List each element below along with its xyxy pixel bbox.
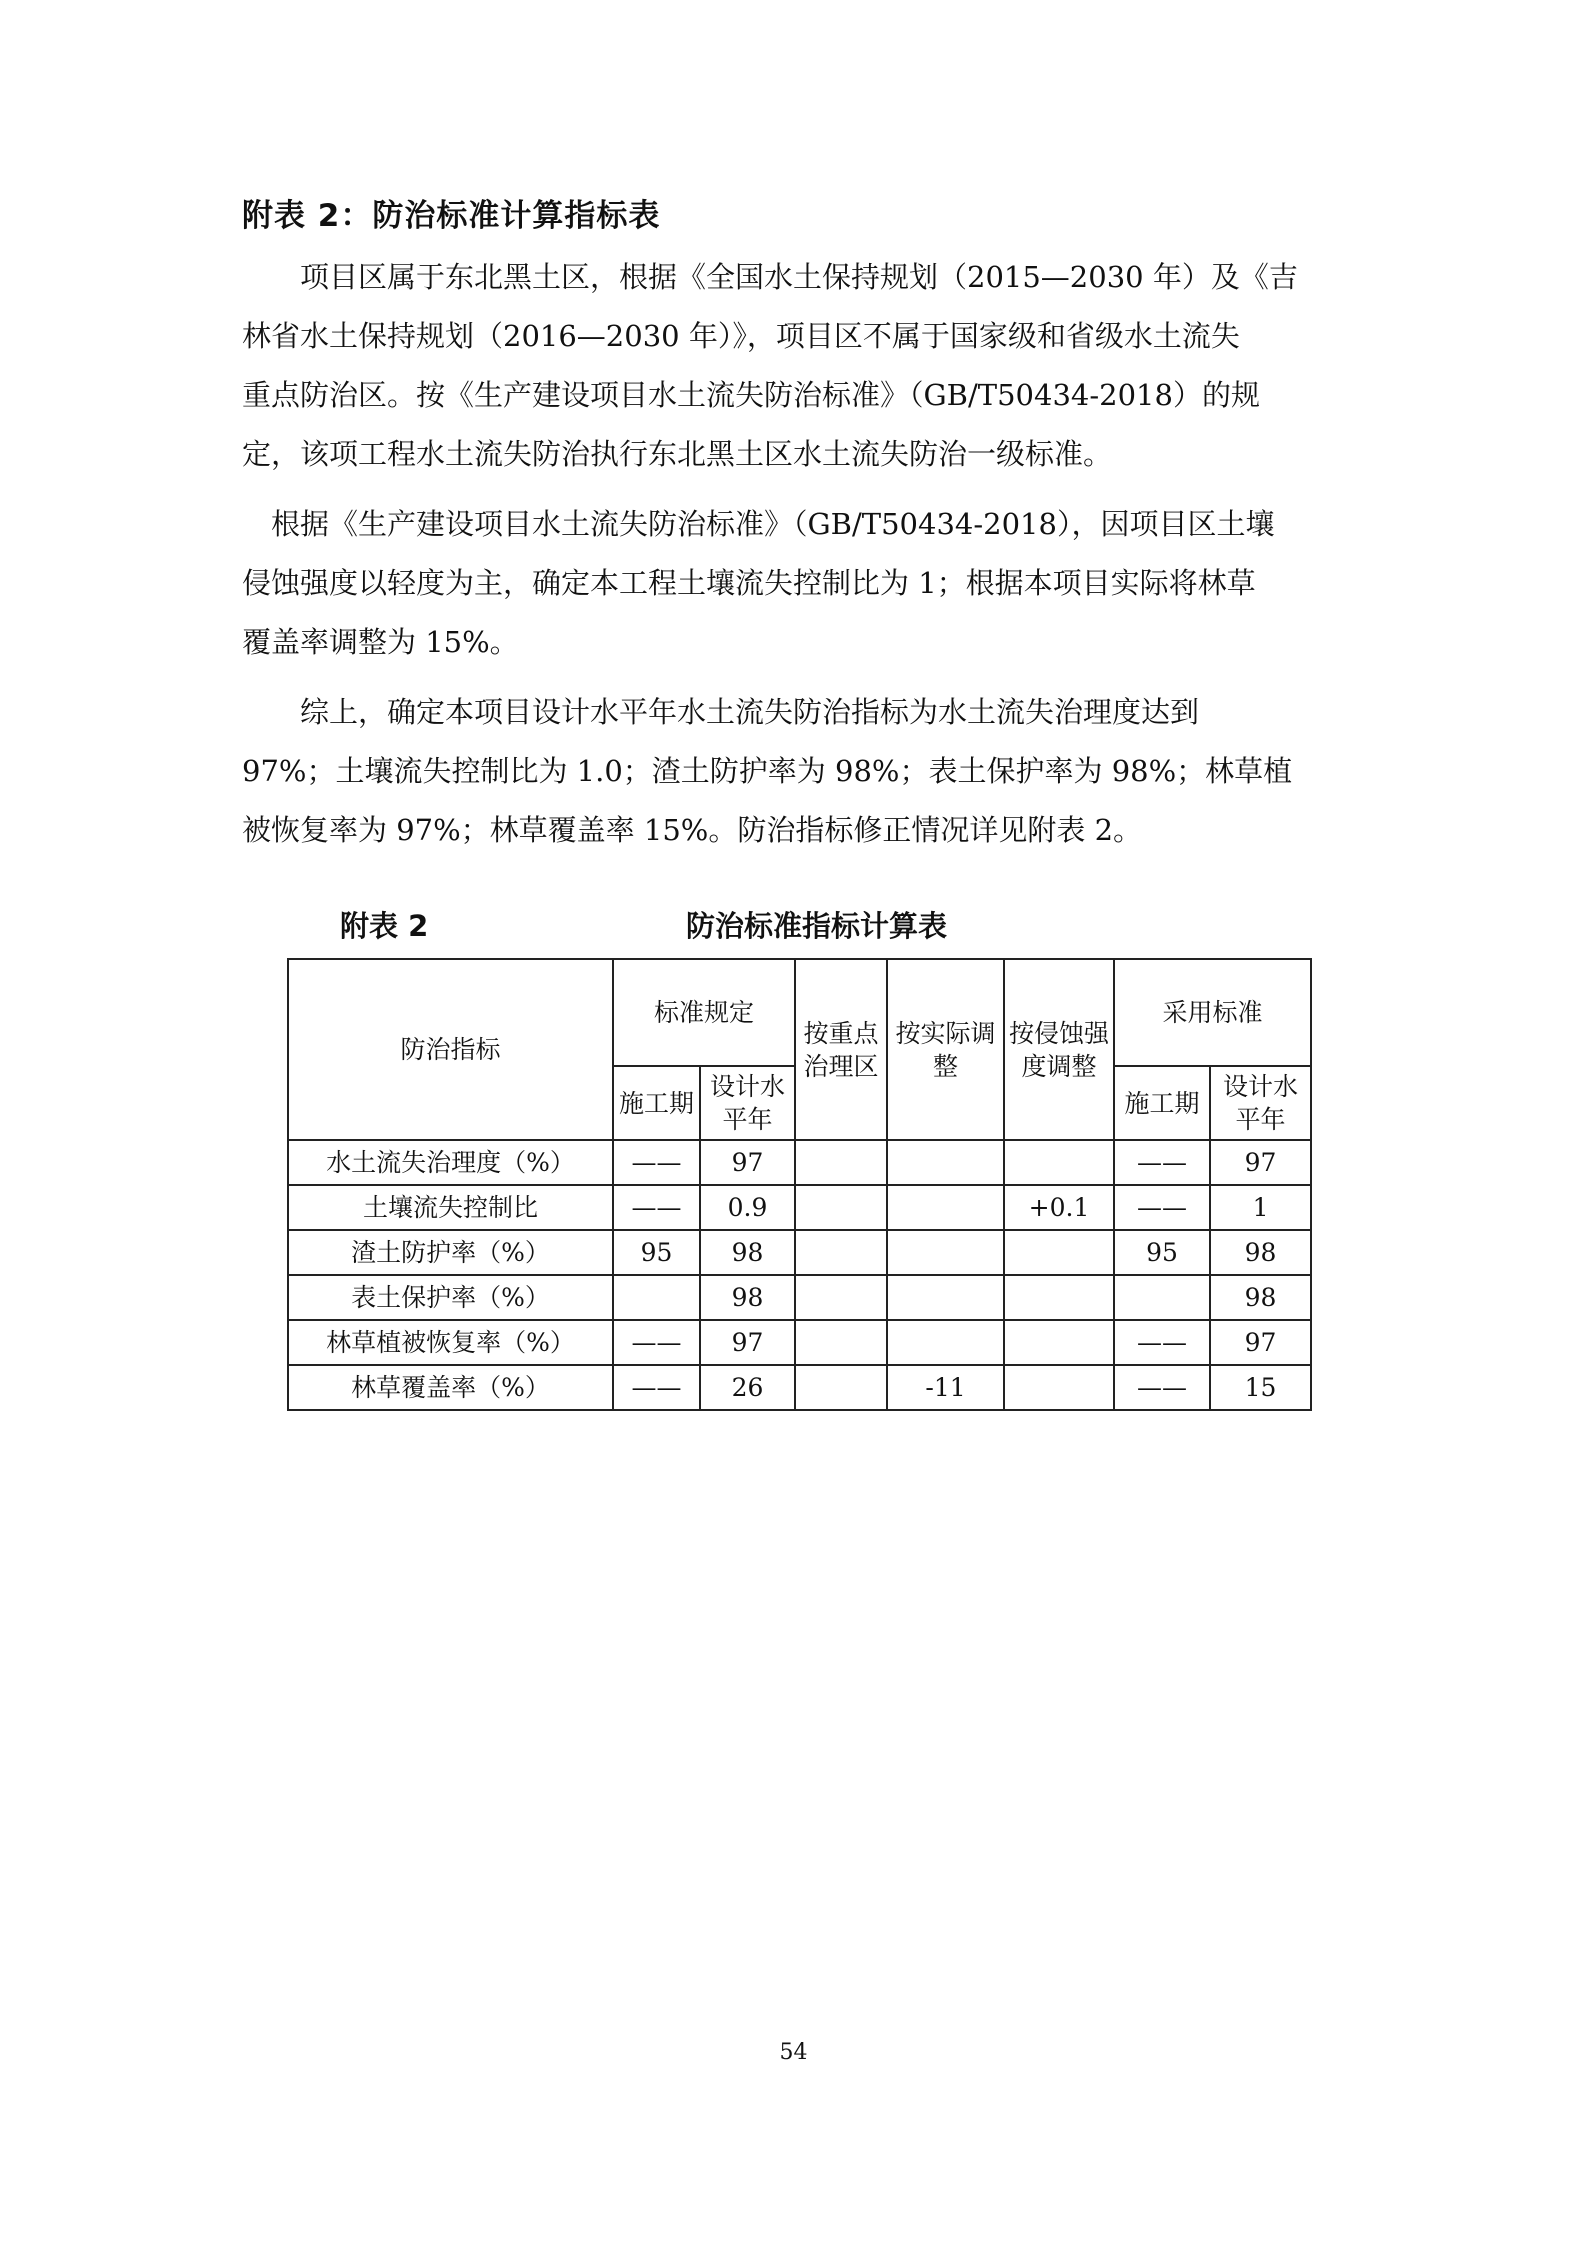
paragraph-line: 覆盖率调整为 15%。	[242, 625, 519, 659]
table-caption-number: 附表 2	[340, 909, 429, 943]
table-cell: 0.9	[700, 1185, 795, 1230]
table-cell: ——	[1114, 1320, 1210, 1365]
header-indicator: 防治指标	[288, 959, 613, 1140]
table-cell	[887, 1275, 1004, 1320]
table-cell	[1004, 1230, 1114, 1275]
table-cell: ——	[1114, 1140, 1210, 1185]
table-cell	[1004, 1320, 1114, 1365]
header-by-erosion: 按侵蚀强度调整	[1004, 959, 1114, 1140]
header-standard: 标准规定	[613, 959, 795, 1066]
paragraph-line: 被恢复率为 97%；林草覆盖率 15%。防治指标修正情况详见附表 2。	[242, 813, 1143, 847]
table-cell	[1004, 1365, 1114, 1410]
paragraph-line: 重点防治区。按《生产建设项目水土流失防治标准》（GB/T50434-2018）的规	[242, 378, 1260, 412]
paragraph-line: 侵蚀强度以轻度为主，确定本工程土壤流失控制比为 1；根据本项目实际将林草	[242, 566, 1256, 600]
table-cell: 渣土防护率（%）	[288, 1230, 613, 1275]
paragraph-line: 97%；土壤流失控制比为 1.0；渣土防护率为 98%；表土保护率为 98%；林草植	[242, 754, 1293, 788]
table-cell: ——	[613, 1320, 700, 1365]
paragraph-line: 综上，确定本项目设计水平年水土流失防治指标为水土流失治理度达到	[242, 695, 1200, 729]
paragraph-line: 根据《生产建设项目水土流失防治标准》（GB/T50434-2018），因项目区土壤	[242, 507, 1275, 541]
table-cell: 林草覆盖率（%）	[288, 1365, 613, 1410]
paragraph-line: 定，该项工程水土流失防治执行东北黑土区水土流失防治一级标准。	[242, 437, 1113, 471]
paragraph-line: 林省水土保持规划（2016—2030 年）》，项目区不属于国家级和省级水土流失	[242, 319, 1240, 353]
table-cell	[613, 1275, 700, 1320]
table-cell: ——	[613, 1140, 700, 1185]
table-cell	[1114, 1275, 1210, 1320]
table-row	[288, 1275, 1311, 1320]
table-cell: 26	[700, 1365, 795, 1410]
table-cell: 林草植被恢复率（%）	[288, 1320, 613, 1365]
table-cell: 土壤流失控制比	[288, 1185, 613, 1230]
table-cell	[795, 1140, 887, 1185]
table-cell: 95	[1114, 1230, 1210, 1275]
table-cell: 97	[700, 1140, 795, 1185]
table-cell	[795, 1320, 887, 1365]
page-number: 54	[779, 2040, 808, 2065]
table-cell	[795, 1275, 887, 1320]
paragraph-2	[242, 495, 1352, 672]
table-cell: 97	[700, 1320, 795, 1365]
header-adopted-design-year: 设计水平年	[1210, 1066, 1311, 1140]
header-by-actual: 按实际调整	[887, 959, 1004, 1140]
appendix-heading: 附表 2：防治标准计算指标表	[242, 198, 661, 234]
table-cell: 98	[700, 1275, 795, 1320]
table-row	[288, 1230, 1311, 1275]
header-standard-design-year: 设计水平年	[700, 1066, 795, 1140]
table-cell: ——	[1114, 1185, 1210, 1230]
table-cell	[795, 1230, 887, 1275]
header-adopted-construction: 施工期	[1114, 1066, 1210, 1140]
table-cell: ——	[613, 1185, 700, 1230]
table-cell	[1004, 1275, 1114, 1320]
paragraph-1	[242, 248, 1352, 484]
table-cell	[1004, 1140, 1114, 1185]
table-row	[288, 1140, 1311, 1185]
paragraph-3	[242, 683, 1352, 860]
table-cell: -11	[887, 1365, 1004, 1410]
table-cell	[795, 1365, 887, 1410]
table-cell	[795, 1185, 887, 1230]
table-cell	[887, 1185, 1004, 1230]
table-cell: 98	[1210, 1275, 1311, 1320]
table-cell: 水土流失治理度（%）	[288, 1140, 613, 1185]
standards-table	[287, 958, 1312, 1411]
header-adopted: 采用标准	[1114, 959, 1311, 1066]
table-cell: 98	[700, 1230, 795, 1275]
table-caption-title: 防治标准指标计算表	[686, 909, 948, 943]
header-standard-construction: 施工期	[613, 1066, 700, 1140]
table-cell	[887, 1140, 1004, 1185]
table-cell: ——	[1114, 1365, 1210, 1410]
table-cell: ——	[613, 1365, 700, 1410]
table-cell: 1	[1210, 1185, 1311, 1230]
table-cell: 95	[613, 1230, 700, 1275]
table-cell: 15	[1210, 1365, 1311, 1410]
table-row	[288, 1365, 1311, 1410]
header-by-key-area: 按重点治理区	[795, 959, 887, 1140]
paragraph-line: 项目区属于东北黑土区，根据《全国水土保持规划（2015—2030 年）及《吉	[242, 260, 1298, 294]
table-cell: 97	[1210, 1140, 1311, 1185]
table-cell	[887, 1320, 1004, 1365]
table-cell: 97	[1210, 1320, 1311, 1365]
table-row	[288, 1185, 1311, 1230]
table-cell	[887, 1230, 1004, 1275]
table-cell: 表土保护率（%）	[288, 1275, 613, 1320]
table-cell: 98	[1210, 1230, 1311, 1275]
table-cell: +0.1	[1004, 1185, 1114, 1230]
table-row	[288, 1320, 1311, 1365]
